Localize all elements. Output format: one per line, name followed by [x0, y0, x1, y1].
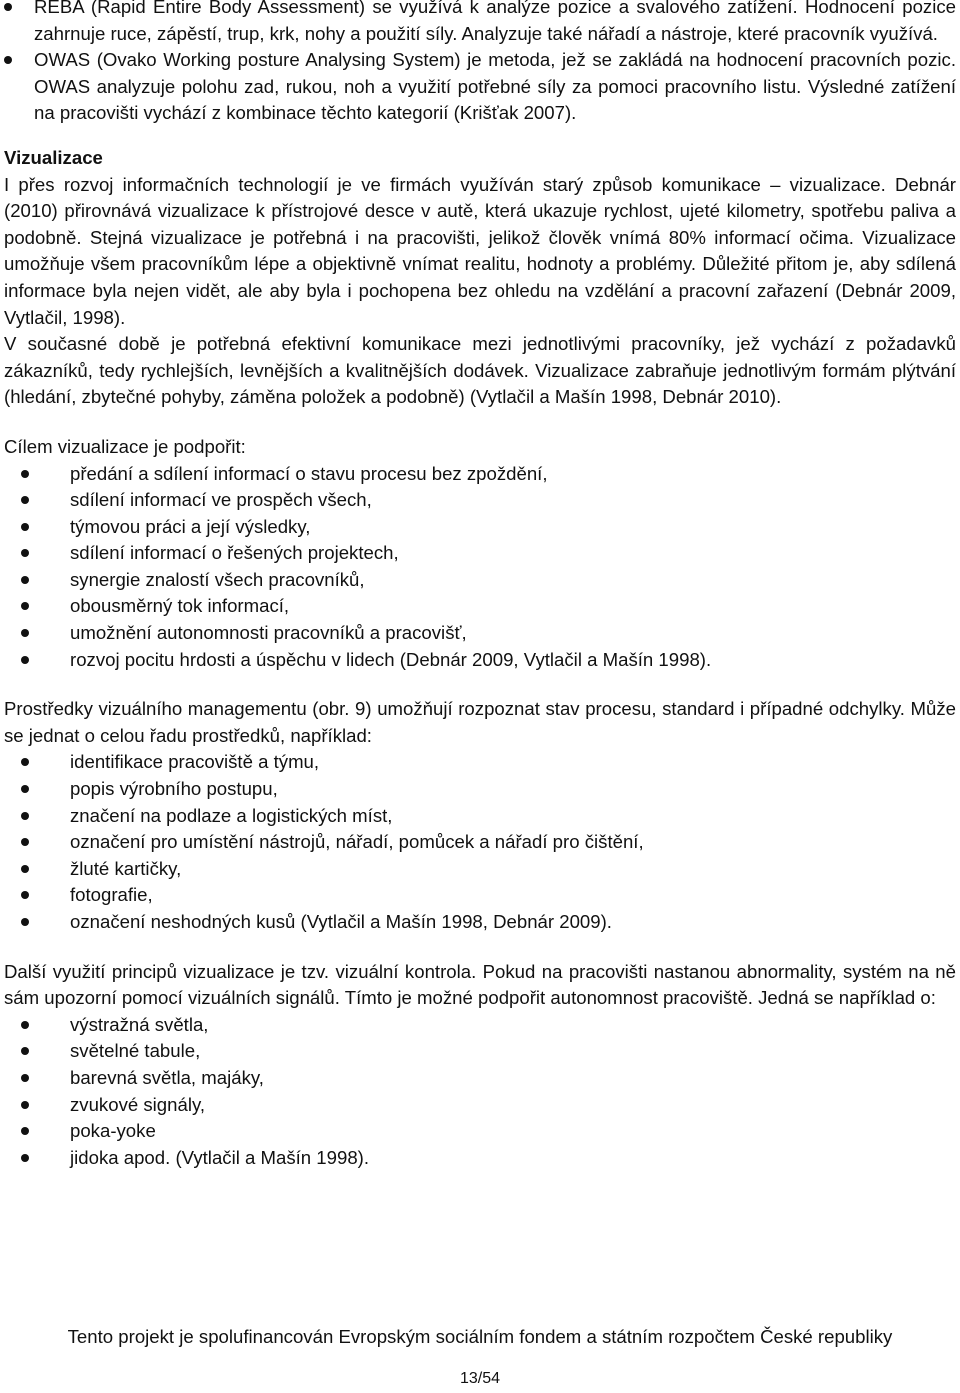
list-item: umožnění autonomnosti pracovníků a pracovišť,	[52, 620, 956, 647]
list-item: synergie znalostí všech pracovníků,	[52, 567, 956, 594]
paragraph-visualization: I přes rozvoj informačních technologií je ve firmách využíván starý způsob komunikace – vizualizace. Debnár (2010) přirovnává vizualizace k přístrojové desce v autě, která ukazuje rychlost, ujeté kilometry, spotřebu paliva a podobně. Stejná vizualizace je potřebná i na pracovišti, jelikož člověk vnímá 80% informací očima. Vizualizace umožňuje všem pracovníkům lépe a objektivně vnímat realitu, hodnoty a problémy. Důležité přitom je, aby sdílená informace byla nejen vidět, ale aby byla i pochopena bez ohledu na vzdělání a pracovní zařazení (Debnár 2009, Vytlačil, 1998).	[4, 173, 956, 328]
page-content	[4, 0, 956, 1171]
list-item: značení na podlaze a logistických míst,	[52, 803, 956, 830]
means-intro: Prostředky vizuálního managementu (obr. 9) umožňují rozpoznat stav procesu, standard i případné odchylky. Může se jednat o celou řadu prostředků, například:	[4, 698, 956, 746]
list-item: identifikace pracoviště a týmu,	[52, 749, 956, 776]
control-intro: Další využití principů vizualizace je tzv. vizuální kontrola. Pokud na pracovišti nastanou abnormality, systém na ně sám upozorní pomocí vizuálních signálů. Tímto je možné podpořit autonomnost pracoviště. Jedná se například o:	[4, 960, 956, 1009]
list-item: sdílení informací o řešených projektech,	[52, 540, 956, 567]
list-item: jidoka apod. (Vytlačil a Mašín 1998).	[52, 1145, 956, 1172]
page-number: 13/54	[459, 1370, 501, 1387]
list-item: popis výrobního postupu,	[52, 776, 956, 803]
footer-funding-note: Tento projekt je spolufinancován Evropským sociálním fondem a státním rozpočtem České republiky	[67, 1326, 893, 1347]
section-heading: Vizualizace	[4, 146, 103, 168]
list-item: zvukové signály,	[52, 1092, 956, 1119]
list-item: označení pro umístění nástrojů, nářadí, pomůcek a nářadí pro čištění,	[52, 829, 956, 856]
list-item: fotografie,	[52, 882, 956, 909]
list-item: výstražná světla,	[52, 1012, 956, 1039]
list-item: předání a sdílení informací o stavu procesu bez zpoždění,	[52, 461, 956, 488]
goal-intro: Cílem vizualizace je podpořit:	[4, 435, 246, 457]
control-list	[4, 1012, 956, 1172]
list-item: poka-yoke	[52, 1118, 956, 1145]
list-item: obousměrný tok informací,	[52, 593, 956, 620]
list-item: týmovou práci a její výsledky,	[52, 514, 956, 541]
list-item: žluté kartičky,	[52, 856, 956, 883]
list-item: světelné tabule,	[52, 1038, 956, 1065]
means-list	[4, 749, 956, 935]
list-item-owas: OWAS (Ovako Working posture Analysing System) je metoda, jež se zakládá na hodnocení pracovních pozic. OWAS analyzuje polohu zad, rukou, noh a využití potřebné síly za pomoci pracovního listu. Výsledné zatížení na pracovišti vychází z kombinace těchto kategorií (Krišťak 2007).	[4, 47, 956, 127]
method-list	[4, 0, 956, 127]
list-item-reba: REBA (Rapid Entire Body Assessment) se využívá k analýze pozice a svalového zatížení. Hodnocení pozice zahrnuje ruce, zápěstí, trup, krk, nohy a použití síly. Analyzuje také nářadí a nástroje, které pracovník využívá.	[4, 0, 956, 47]
list-item: rozvoj pocitu hrdosti a úspěchu v lidech (Debnár 2009, Vytlačil a Mašín 1998).	[52, 647, 956, 674]
list-item: sdílení informací ve prospěch všech,	[52, 487, 956, 514]
list-item: označení neshodných kusů (Vytlačil a Mašín 1998, Debnár 2009).	[52, 909, 956, 936]
paragraph-communication: V současné době je potřebná efektivní komunikace mezi jednotlivými pracovníky, jež vychází z požadavků zákazníků, tedy rychlejších, levnějších a kvalitnějších dodávek. Vizualizace zabraňuje jednotlivým formám plýtvání (hledání, zbytečné pohyby, záměna položek a podobně) (Vytlačil a Mašín 1998, Debnár 2010).	[4, 333, 956, 408]
list-item: barevná světla, majáky,	[52, 1065, 956, 1092]
goal-list	[4, 461, 956, 674]
